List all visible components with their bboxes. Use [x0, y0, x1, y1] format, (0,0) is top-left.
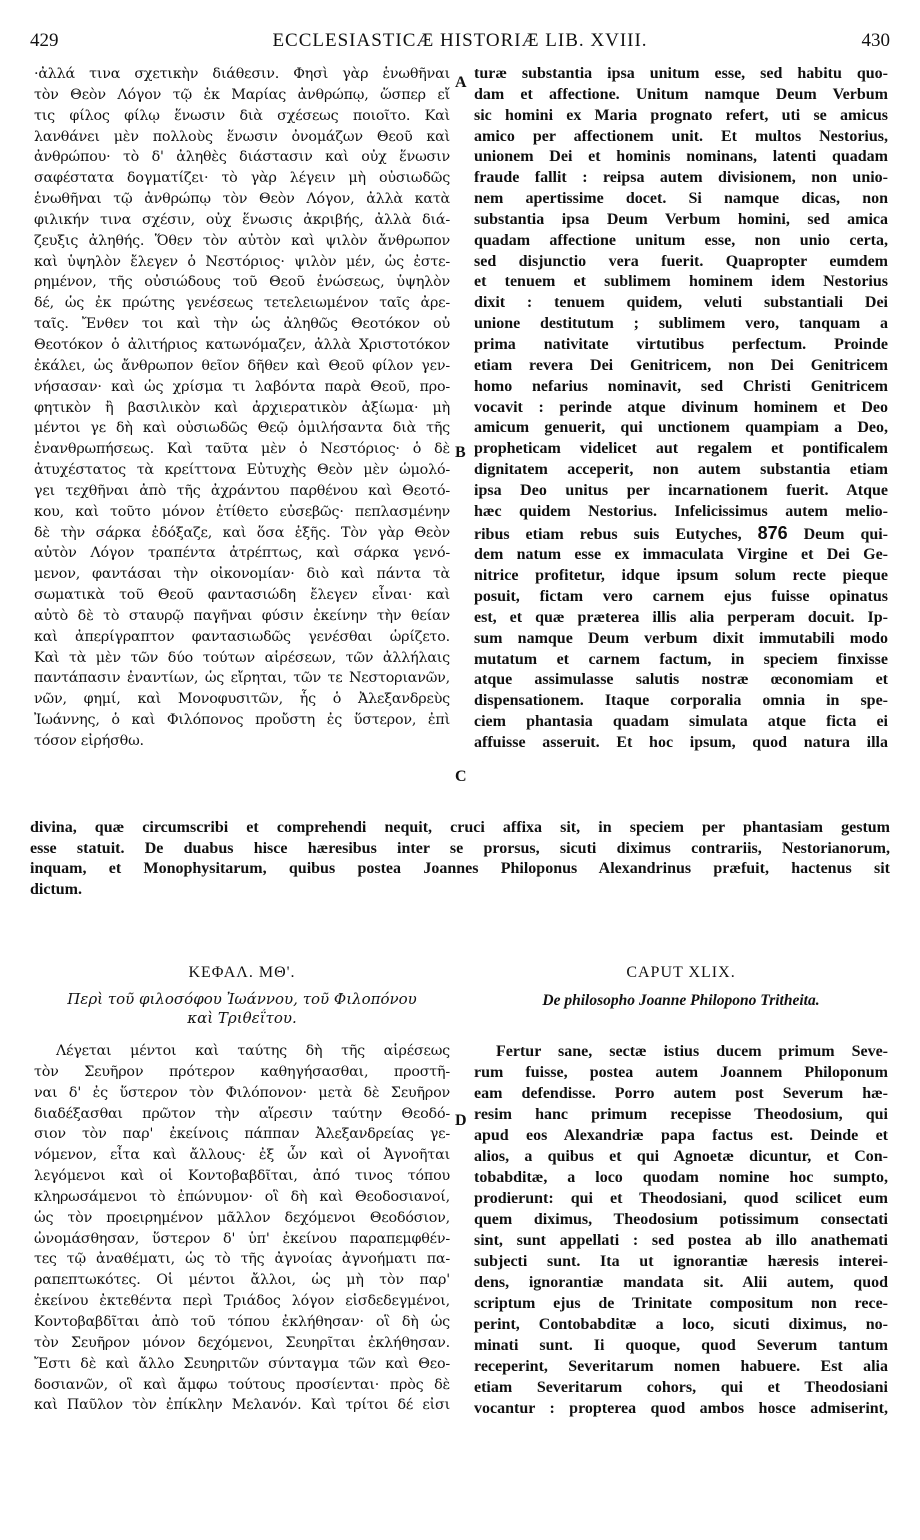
greek-subheading-line: καὶ Τριθεΐτου. — [187, 1009, 297, 1027]
greek-text-line: ἑνωθῆναι τῷ ἀνθρώπῳ τὸν Θεὸν Λόγον, ἀλλὰ κατὰ — [34, 191, 450, 208]
greek-text-line: διαδέξασθαι πρῶτον τὴν αἵρεσιν ταύτην Θεοδό- — [34, 1105, 450, 1122]
latin-text-line: dignitatem acceperit, non autem substantia etiam — [474, 461, 888, 479]
greek-text-line: νόμενον, εἶτα καὶ ἄλλους· ἐξ ὧν καὶ οἱ Ἀγνοῆται — [34, 1147, 450, 1164]
greek-text-line: κου, καὶ τοῦτο μόνον ἐτίθετο εὐσεβῶς· πεπλασμένην — [34, 503, 450, 520]
greek-text-line: ὡς τὸν προειρημένον μᾶλλον δεχόμενοι Θεοδόσιον, — [34, 1209, 450, 1226]
greek-text-line: τὸν Σευῆρον πρότερον καθηγήσασθαι, προστῆ- — [34, 1063, 450, 1080]
greek-text-line: ναι δ' ἐς ὕστερον τὸν Φιλόπονον· μετὰ δὲ Σευῆρον — [34, 1084, 450, 1101]
latin-text-line: substantia ipsa Deum Verbum homini, sed amica — [474, 210, 888, 228]
greek-text-line: νήσασαν· καὶ ὡς χρίσμα τι λαβόντα παρὰ Θεοῦ, προ- — [34, 378, 450, 395]
latin-text-line: dixit : tenuem quidem, veluti substantiali Dei — [474, 294, 888, 312]
latin-text-fragment: ribus etiam rebus suis Eutyches, — [474, 525, 742, 543]
greek-chapter-subheading — [34, 990, 450, 1028]
running-title: ECCLESIASTICÆ HISTORIÆ LIB. XVIII. — [272, 30, 648, 51]
margin-marker-d: D — [455, 1112, 467, 1129]
latin-text-line: resim hanc primum recepisse Theodosium, qui — [474, 1106, 888, 1123]
latin-text-line: vocavit : perinde atque divinum hominem et Deo — [474, 398, 888, 416]
full-width-latin — [30, 818, 890, 900]
greek-text-line: ρημένον, τῆς οὐσιώδους τοῦ Θεοῦ ἑνώσεως, ὑψηλὸν — [34, 274, 450, 291]
top-latin-column — [474, 64, 888, 754]
greek-text-line: νῶν, φημί, καὶ Μονοφυσιτῶν, ἧς ὁ Ἀλεξανδρεὺς — [34, 691, 450, 708]
latin-text-line: eam defendisse. Porro autem post Severum hæ- — [474, 1085, 888, 1102]
latin-text-line: nem apertissime docet. Si namque dicas, non — [474, 190, 888, 208]
margin-marker-b: B — [455, 444, 466, 461]
greek-text-line: γει τεχθῆναι ἀπὸ τῆς ἀχράντου παρθένου καὶ Θεοτό- — [34, 482, 450, 499]
greek-text-line: τὸν Θεὸν Λόγον τῷ ἐκ Μαρίας ἀνθρώπῳ, ὥσπερ εἴ — [34, 86, 450, 103]
latin-text-line: rum fuisse, postea autem Joannem Philoponum — [474, 1064, 888, 1081]
latin-text-line: dam et affectione. Unitum namque Deum Verbum — [474, 85, 888, 103]
greek-text-line: δοσιανῶν, οἳ καὶ ἄμφω τούτους προσίενται· πρὸς δὲ — [34, 1376, 450, 1393]
greek-text-line: δέ, ὡς ἐκ πρώτης γενέσεως τετελειωμένον ταῖς ἀρε- — [34, 295, 450, 312]
latin-text-line: dens, ignorantiæ mandata sit. Alii autem, quod — [474, 1274, 888, 1291]
greek-text-line: ἐνανθρωπήσεως. Καὶ ταῦτα μὲν ὁ Νεστόριος· ὁ δὲ — [34, 441, 450, 458]
latin-text-line: tobabditæ, a loco quodam nomine hoc sumpto, — [474, 1169, 888, 1186]
latin-text-line: subjecti sunt. Ita ut ignorantiæ hæresis interei- — [474, 1253, 888, 1270]
margin-marker-c: C — [455, 768, 467, 785]
latin-chapter-subheading: De philosopho Joanne Philopono Tritheita. — [542, 992, 820, 1009]
greek-text-line: Ἰωάννης, ὁ καὶ Φιλόπονος προὔστη ἐς ὕστερον, ἐπὶ — [34, 712, 450, 729]
latin-text-line: perint, Contobabditæ a loco, sicuti diximus, no- — [474, 1316, 888, 1333]
top-greek-column — [34, 64, 450, 752]
greek-text-line: φιλικήν τινα σχέσιν, οὐχ ἕνωσις ἀκριβής, ἀλλὰ διά- — [34, 211, 450, 228]
latin-text-line: sed disjunctio vera fuerit. Quapropter eumdem — [474, 252, 888, 270]
greek-text-line: λεγόμενοι καὶ οἱ Κοντοβαβδῖται, ἀπό τινος τόπου — [34, 1168, 450, 1185]
latin-text-line: scriptum ejus de Trinitate compositum non rece- — [474, 1295, 888, 1312]
latin-text-line: dem natum esse ex immaculata Virgine et Dei Ge- — [474, 546, 888, 564]
greek-text-line: αὐτὸ δὲ τὸ σταυρῷ παγῆναι φύσιν ἐκείνην τὴν θείαν — [34, 607, 450, 624]
greek-text-line: φητικὸν ἢ βασιλικὸν καὶ ἀρχιερατικὸν ἀξίωμα· μὴ — [34, 399, 450, 416]
latin-text-line: fraude fallit : reipsa autem divisionem, non unio- — [474, 169, 888, 187]
latin-text-line: sic homini ex Maria prognato refert, uti se amicus — [474, 106, 888, 124]
latin-text-line: vocantur : propterea quod ambos hosce admiserint, — [474, 1400, 888, 1417]
latin-text-line: homo nefarius nominavit, sed Christi Genitricem — [474, 377, 888, 395]
latin-text-line: Fertur sane, sectæ istius ducem primum Seve- — [496, 1043, 888, 1060]
full-width-text-line: inquam, et Monophysitarum, quibus postea Joannes Philoponus Alexandrinus præfuit, hactenus sit — [30, 860, 890, 877]
greek-text-line: ραπεπτωκότες. Οἱ μέντοι ἄλλοι, ὡς μὴ τὸν παρ' — [34, 1272, 450, 1289]
latin-text-line: amico per affectionem unit. Et multos Nestorius, — [474, 127, 888, 145]
greek-text-line: τὸν Σευῆρον μόνον δεχόμενοι, Σευηρῖται ἐκλήθησαν. — [34, 1334, 450, 1351]
greek-text-line: ταῖς. Ἔνθεν τοι καὶ τὴν ὡς ἀληθῶς Θεοτόκον οὐ — [34, 316, 450, 333]
greek-text-line: καὶ ὑψηλὸν ἔλεγεν ὁ Νεστόριος· ψιλὸν μέν, ὡς ἐστε- — [34, 253, 450, 270]
latin-text-line — [474, 523, 888, 546]
column-number: 876 — [757, 522, 788, 543]
greek-chapter-heading: ΚΕΦΑΛ. ΜΘ'. — [188, 964, 296, 981]
greek-text-line: κληρωσάμενοι τὸ ἐπώνυμον· οἳ δὴ καὶ Θεοδοσιανοί, — [34, 1188, 450, 1205]
latin-text-line: nitrice profitetur, idque ipsum solum recte pieque — [474, 567, 888, 585]
latin-text-line: etiam revera Dei Genitricem, non Dei Genitricem — [474, 356, 888, 374]
bottom-greek-column — [34, 1041, 450, 1416]
latin-text-line: hæc quidem Nestorius. Infelicissimus autem melio- — [474, 502, 888, 520]
greek-text-line: σαφέστατα δογματίζει· τὸ γὰρ λέγειν μὴ οὐσιωδῶς — [34, 170, 450, 187]
greek-text-line: ζευξις ἀληθής. Ὅθεν τὸν αὐτὸν καὶ ψιλὸν ἄνθρωπον — [34, 232, 450, 249]
full-width-text-line: esse statuit. De duabus hisce hæresibus inter se prorsus, sicuti diximus contrariis, Nestorianorum, — [30, 839, 890, 857]
page-header — [30, 30, 890, 58]
greek-text-line: Ἔστι δὲ καὶ ἄλλο Σευηριτῶν σύνταγμα τῶν καὶ Θεο- — [34, 1355, 450, 1372]
greek-subheading-line: Περὶ τοῦ φιλοσόφου Ἰωάννου, τοῦ Φιλοπόνου — [67, 990, 417, 1008]
greek-text-line: σωματικὰ τοῦ Θεοῦ φαντασιώδη ἔλεγεν εἶναι· καὶ — [34, 587, 450, 604]
greek-text-line: μέντοι γε δὴ καὶ οὐσιωδῶς Θεῷ ὁμιλήσαντα διὰ τῆς — [34, 420, 450, 437]
latin-text-line: propheticam videlicet aut regalem et pontificalem — [474, 440, 888, 458]
latin-text-line: apud eos Alexandriæ papa factus est. Deinde et — [474, 1127, 888, 1144]
latin-text-line: dispensationem. Itaque corporalia omnia in spe- — [474, 692, 888, 710]
latin-chapter-heading: CAPUT XLIX. — [626, 964, 736, 981]
latin-text-line: alios, a quibus et qui Agnoetæ dicuntur, et Con- — [474, 1148, 888, 1165]
greek-text-line: παντάπασιν ἐναντίων, ὡς εἴρηται, τῶν τε Νεστοριανῶν, — [34, 670, 450, 687]
greek-text-line: τόσον εἰρήσθω. — [34, 733, 144, 749]
greek-text-line: ἀνθρώπου· τὸ δ' ἀληθὲς διάστασιν καὶ οὐχ ἕνωσιν — [34, 149, 450, 166]
latin-text-line: quadam affectione unitum esse, non unio certa, — [474, 231, 888, 249]
latin-text-line: ciem phantasia quadam simulata atque ficta ei — [474, 713, 888, 731]
greek-text-line: καὶ ἀπερίγραπτον φαντασιωδῶς γενέσθαι ὡρίζετο. — [34, 628, 450, 645]
latin-text-line: ipsa Deo unitus per incarnationem fuerit. Atque — [474, 481, 888, 499]
page-number-left: 429 — [30, 30, 59, 51]
greek-text-line: δὲ τὴν σάρκα ἐδόξαζε, καὶ ὅσα ἑξῆς. Τὸν γὰρ Θεὸν — [34, 524, 450, 541]
greek-text-line: ἐκείνου ἐκτεθέντα περὶ Τριάδος λόγον εἰσδεδεγμένοι, — [34, 1293, 450, 1310]
greek-text-line: τις φίλος φίλῳ ἕνωσιν διὰ σχέσεως ποιοῖτο. Καὶ — [34, 107, 450, 124]
latin-text-line: sum namque Deum verbum dixit immutabili modo — [474, 629, 888, 647]
latin-text-line: est, et quæ præterea illis alia perperam docuit. Ip- — [474, 608, 888, 626]
latin-text-line: prima nativitate virtutibus perfectum. Proinde — [474, 335, 888, 353]
greek-text-line: Καὶ τὰ μὲν τῶν δύο τούτων αἱρέσεων, τῶν ἀλλήλαις — [34, 649, 450, 666]
latin-text-line: mutatum et carnem factum, in speciem finxisse — [474, 650, 888, 668]
latin-text-line: quem diximus, Theodosium potissimum consectati — [474, 1211, 888, 1228]
latin-text-line: turæ substantia ipsa unitum esse, sed habitu quo- — [474, 65, 888, 82]
greek-text-line: καὶ Παῦλον τὸν ἐπίκλην Μελανόν. Καὶ τρίτοι δέ εἰσι — [34, 1397, 450, 1414]
latin-text-line: amicum genuerit, qui unctionem quampiam a Deo, — [474, 419, 888, 437]
latin-text-line: affuisse asseruit. Et hoc ipsum, quod natura illa — [474, 734, 888, 751]
greek-text-line: αὐτὸν Λόγον τραπέντα ἀτρέπτως, καὶ σάρκα γενό- — [34, 545, 450, 562]
greek-text-line: ·ἀλλά τινα σχετικὴν διάθεσιν. Φησὶ γὰρ ἑνωθῆναι — [34, 66, 450, 82]
latin-text-line: sint, sunt appellati : sed postea ab illo anathemati — [474, 1232, 888, 1249]
page-number-right: 430 — [861, 30, 890, 51]
latin-text-line: unionem Dei et hominis nominans, latenti quadam — [474, 148, 888, 166]
latin-text-line: atque assimulasse salutis nostræ œconomiam et — [474, 671, 888, 689]
margin-marker-a: A — [455, 74, 467, 91]
greek-text-line: ἐκάλει, ὡς ἄνθρωπον θεῖον δῆθεν καὶ Θεοῦ φίλον γεν- — [34, 357, 450, 374]
latin-text-line: minati sunt. Ii quoque, quod Severum tantum — [474, 1337, 888, 1354]
greek-text-line: τες τῷ ἀναθέματι, ὡς τὸ τῆς ἀγνοίας ἀγνοήματι πα- — [34, 1251, 450, 1268]
latin-text-fragment: Deum qui- — [803, 525, 888, 543]
greek-text-line: Κοντοβαβδῖται ἀπὸ τοῦ τόπου ἐκλήθησαν· οἳ δὴ ὡς — [34, 1313, 450, 1330]
greek-text-line: μενον, φαντάσαι τὴν οἰκονομίαν· διὸ καὶ πάντα τὰ — [34, 566, 450, 583]
greek-text-line: Θεοτόκον ὁ ἀλιτήριος κατωνόμαζεν, ἀλλὰ Χριστοτόκον — [34, 336, 450, 353]
greek-text-line: ὠνομάσθησαν, ὕστερον δ' ὑπ' ἐκείνου παραπεμφθέν- — [34, 1230, 450, 1247]
greek-text-line: λανθάνει μὲν πολλοὺς ἕνωσιν ὀνομάζων Θεοῦ καὶ — [34, 128, 450, 145]
latin-text-line: etiam Severitarum cohors, qui et Theodosiani — [474, 1379, 888, 1396]
latin-text-line: receperint, Severitarum nomen habuere. Est alia — [474, 1358, 888, 1375]
full-width-text-line: divina, quæ circumscribi et comprehendi nequit, cruci affixa sit, in speciem per phantasiam gestum — [30, 819, 890, 836]
bottom-latin-column — [474, 1041, 888, 1419]
greek-text-line: Λέγεται μέντοι καὶ ταύτης δὴ τῆς αἱρέσεως — [56, 1043, 450, 1059]
latin-text-line: unione destitutum ; sublimem vero, tanquam a — [474, 315, 888, 333]
greek-text-line: σιον τὸν παρ' ἐκείνοις πάππαν Ἀλεξανδρείας γε- — [34, 1126, 450, 1143]
full-width-text-line: dictum. — [30, 880, 82, 898]
latin-text-line: et tenuem et sublimem hominem idem Nestorius — [474, 273, 888, 291]
latin-text-line: posuit, fictam vero carnem ejus fuisse opinatus — [474, 588, 888, 606]
latin-text-line: prodierunt: qui et Theodosiani, quod scilicet eum — [474, 1190, 888, 1207]
greek-text-line: ἀτυχέστατος τὰ κρείττονα Εὐτυχὴς Θεὸν μὲν ὡμολό- — [34, 462, 450, 479]
